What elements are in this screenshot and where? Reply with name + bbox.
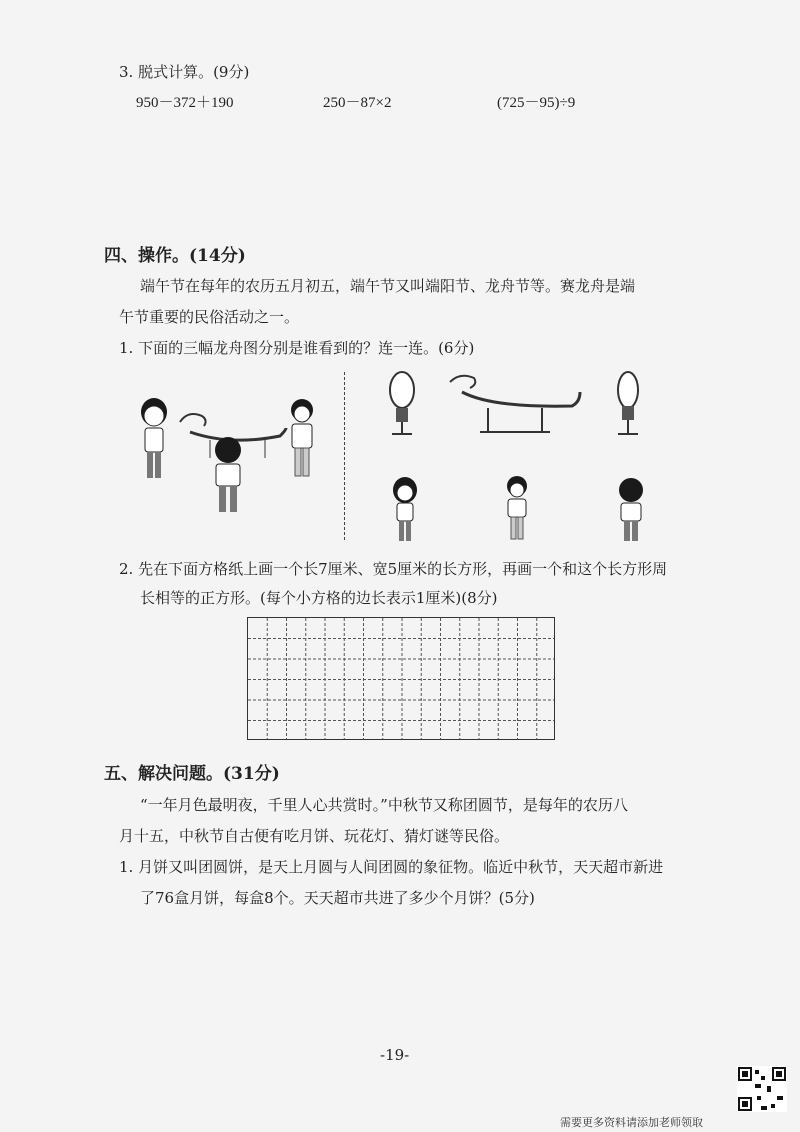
children-row bbox=[385, 476, 650, 546]
dragon-boat-back-icon bbox=[618, 372, 638, 434]
page-number: -19- bbox=[380, 1046, 410, 1064]
section5-q1-line2: 了76盒月饼，每盒8个。天天超市共进了多少个月饼？(5分) bbox=[140, 889, 535, 907]
section4-q2-line1: 2. 先在下面方格纸上画一个长7厘米、宽5厘米的长方形，再画一个和这个长方形周 bbox=[119, 560, 668, 578]
footer-note: 需要更多资料请添加老师领取 bbox=[560, 1116, 703, 1129]
left-scene-illustration bbox=[130, 392, 340, 517]
section5-intro-line2: 月十五，中秋节自古便有吃月饼、玩花灯、猜灯谜等民俗。 bbox=[119, 827, 510, 845]
girl-figure-icon bbox=[141, 398, 167, 478]
grid-lines bbox=[248, 618, 555, 740]
boy-back-figure-icon bbox=[619, 478, 643, 541]
section4-intro-line1: 端午节在每年的农历五月初五，端午节又叫端阳节、龙舟节等。赛龙舟是端 bbox=[140, 277, 636, 295]
girl-figure-icon bbox=[393, 477, 417, 541]
section4-q2-line2: 长相等的正方形。(每个小方格的边长表示1厘米)(8分) bbox=[140, 589, 498, 607]
q3-title: 3. 脱式计算。(9分) bbox=[119, 63, 250, 81]
section4-title: 四、操作。(14分) bbox=[104, 246, 246, 266]
section5-intro-line1: “一年月色最明夜，千里人心共赏时。”中秋节又称团圆节，是每年的农历八 bbox=[140, 796, 628, 814]
q3-expr-3: (725－95)÷9 bbox=[497, 95, 576, 111]
q3-expr-1: 950－372＋190 bbox=[136, 95, 234, 111]
boat-views-row bbox=[380, 368, 650, 440]
section4-q1: 1. 下面的三幅龙舟图分别是谁看到的？连一连。(6分) bbox=[119, 339, 475, 357]
boy-back-figure-icon bbox=[215, 437, 241, 512]
boy-figure-icon bbox=[507, 476, 527, 539]
section5-title: 五、解决问题。(31分) bbox=[104, 764, 280, 784]
qr-code-icon bbox=[737, 1066, 787, 1112]
grid-paper[interactable] bbox=[247, 617, 555, 740]
dragon-boat-long-icon bbox=[450, 376, 580, 432]
section5-q1-line1: 1. 月饼又叫团圆饼，是天上月圆与人间团圆的象征物。临近中秋节，天天超市新进 bbox=[119, 858, 664, 876]
boy-figure-icon bbox=[291, 399, 313, 476]
q3-expr-2: 250－87×2 bbox=[323, 95, 392, 111]
section4-intro-line2: 午节重要的民俗活动之一。 bbox=[119, 308, 300, 326]
dragon-boat-front-icon bbox=[390, 372, 414, 434]
divider-dashed bbox=[344, 372, 345, 540]
